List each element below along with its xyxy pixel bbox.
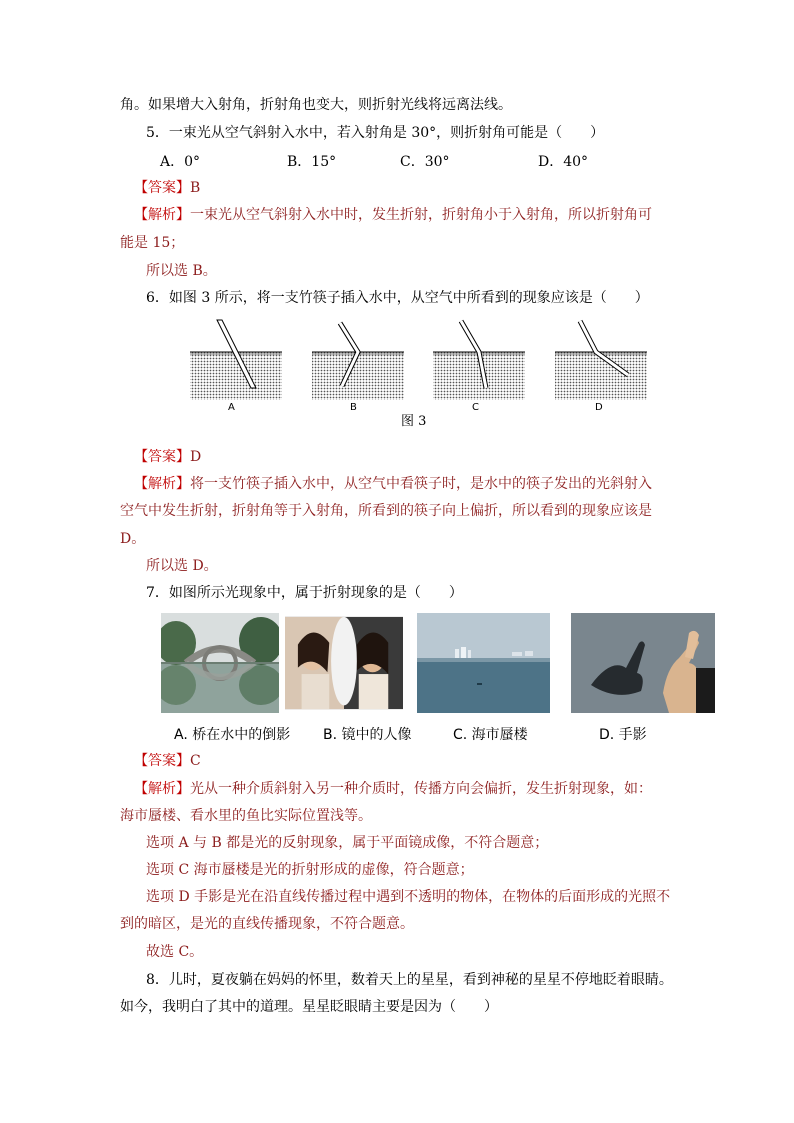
question-8-cont: 如今，我明白了其中的道理。星星眨眼睛主要是因为（ ） [120,999,498,1015]
question-5: 5．一束光从空气斜射入水中，若入射角是 30°，则折射角可能是（ ） [146,125,605,141]
figure-3-chopsticks [185,318,655,410]
analysis-tag: 【解析】 [134,781,190,797]
analysis-tag: 【解析】 [134,476,190,492]
question-8: 8．儿时，夏夜躺在妈妈的怀里，数着天上的星星，看到神秘的星星不停地眨着眼睛。 [146,972,673,988]
figure-3-label-a: A [228,402,235,413]
answer-value: B [190,180,201,196]
text-line: 角。如果增大入射角，折射角也变大，则折射光线将远离法线。 [120,97,512,113]
q7-analysis-cont: 选项 A 与 B 都是光的反射现象，属于平面镜成像，不符合题意； [146,835,549,851]
answer-tag: 【答案】 [134,180,190,196]
analysis-text: 一束光从空气斜射入水中时，发生折射，折射角小于入射角，所以折射角可 [190,207,652,223]
q7-analysis-cont: 选项 C 海市蜃楼是光的折射形成的虚像，符合题意； [146,862,474,878]
answer-value: D [190,449,202,465]
figure-3-label-d: D [595,402,603,413]
q6-selection: 所以选 D。 [146,558,218,574]
photo-hand-shadow [571,613,715,713]
photo-bridge-reflection [161,613,279,713]
figure-3-option-a [190,320,282,400]
answer-tag: 【答案】 [134,753,190,769]
q7-caption-b: B. 镜中的人像 [323,727,412,743]
q7-caption-a: A. 桥在水中的倒影 [174,727,291,743]
q5-selection: 所以选 B。 [146,263,217,279]
question-7: 7．如图所示光现象中，属于折射现象的是（ ） [146,585,463,601]
figure-3-option-b [312,323,404,400]
q7-caption-d: D. 手影 [599,727,647,743]
q5-option-c: C．30° [400,154,450,170]
q5-option-d: D．40° [538,154,589,170]
q5-option-a: A．0° [160,154,201,170]
question-6: 6．如图 3 所示，将一支竹筷子插入水中，从空气中所看到的现象应该是（ ） [146,290,649,306]
q5-analysis [134,205,652,225]
analysis-text: 光从一种介质斜射入另一种介质时，传播方向会偏折，发生折射现象，如： [190,781,652,797]
figure-3-label-b: B [350,402,357,413]
q7-analysis-cont: 选项 D 手影是光在沿直线传播过程中遇到不透明的物体，在物体的后面形成的光照不 [146,889,671,905]
q7-selection: 故选 C。 [146,944,204,960]
q5-option-b: B．15° [287,154,337,170]
figure-3-caption: 图 3 [401,414,427,429]
q5-analysis-cont: 能是 15； [120,235,185,251]
q6-analysis-cont: D。 [120,531,146,547]
q7-analysis-cont: 海市蜃楼、看水里的鱼比实际位置浅等。 [120,808,372,824]
figure-3-option-c [433,321,525,400]
analysis-tag: 【解析】 [134,207,190,223]
q7-analysis [134,779,652,799]
photo-mirage [417,613,550,713]
figure-3-option-d [555,321,647,400]
q6-answer [134,447,201,467]
answer-value: C [190,753,201,769]
photo-mirror-image [285,613,403,713]
q7-caption-c: C. 海市蜃楼 [453,727,528,743]
q6-analysis-cont: 空气中发生折射，折射角等于入射角，所看到的筷子向上偏折，所以看到的现象应该是 [120,503,652,519]
q5-answer [134,178,200,198]
q7-analysis-cont: 到的暗区，是光的直线传播现象，不符合题意。 [120,916,414,932]
q7-answer [134,751,201,771]
analysis-text: 将一支竹筷子插入水中，从空气中看筷子时，是水中的筷子发出的光斜射入 [190,476,652,492]
q6-analysis [134,474,652,494]
figure-3-label-c: C [472,402,479,413]
answer-tag: 【答案】 [134,449,190,465]
